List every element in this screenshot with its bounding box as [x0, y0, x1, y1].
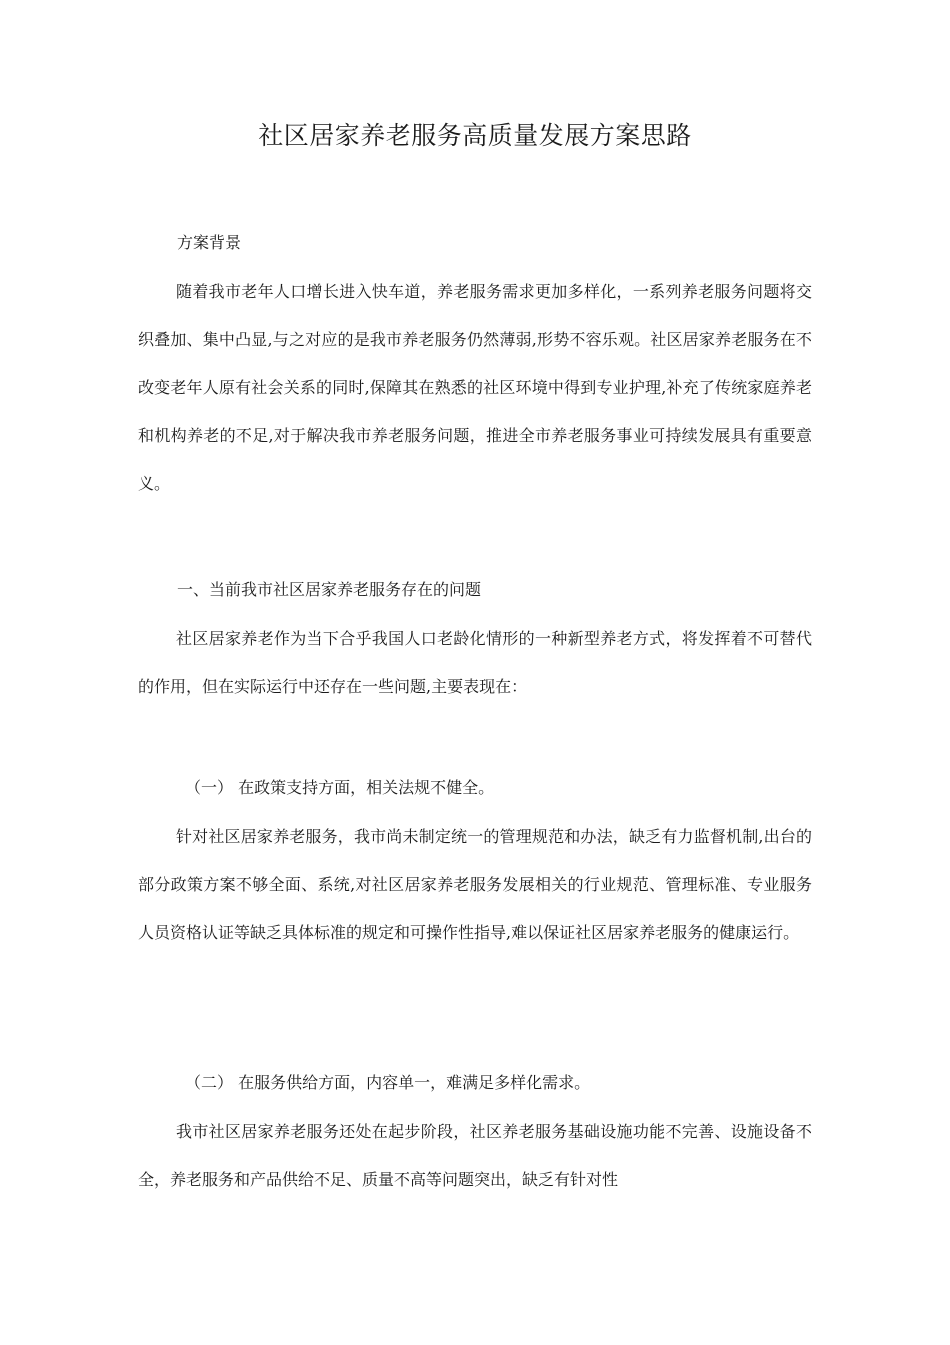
- sub2-heading: （二） 在服务供给方面，内容单一，难满足多样化需求。: [185, 1073, 591, 1092]
- background-heading: 方案背景: [177, 233, 242, 252]
- sub2-paragraph: 我市社区居家养老服务还处在起步阶段，社区养老服务基础设施功能不完善、设施设备不全，养老服务和产品供给不足、质量不高等问题突出，缺乏有针对性: [138, 1122, 812, 1189]
- sub1-heading: （一） 在政策支持方面，相关法规不健全。: [185, 778, 495, 797]
- document-title: 社区居家养老服务高质量发展方案思路: [258, 121, 692, 150]
- sub1-paragraph: 针对社区居家养老服务，我市尚未制定统一的管理规范和办法，缺乏有力监督机制,出台的部分政策方案不够全面、系统,对社区居家养老服务发展相关的行业规范、管理标准、专业服务人员资格认证等缺乏具体标准的规定和可操作性指导,难以保证社区居家养老服务的健康运行。: [138, 827, 812, 942]
- background-paragraph: 随着我市老年人口增长进入快车道，养老服务需求更加多样化，一系列养老服务问题将交织叠加、集中凸显,与之对应的是我市养老服务仍然薄弱,形势不容乐观。社区居家养老服务在不改变老年人原有社会关系的同时,保障其在熟悉的社区环境中得到专业护理,补充了传统家庭养老和机构养老的不足,对于解决我市养老服务问题，推进全市养老服务事业可持续发展具有重要意义。: [138, 282, 812, 493]
- section1-heading: 一、当前我市社区居家养老服务存在的问题: [177, 580, 482, 599]
- section1-paragraph: 社区居家养老作为当下合乎我国人口老龄化情形的一种新型养老方式，将发挥着不可替代的作用，但在实际运行中还存在一些问题,主要表现在：: [138, 629, 812, 696]
